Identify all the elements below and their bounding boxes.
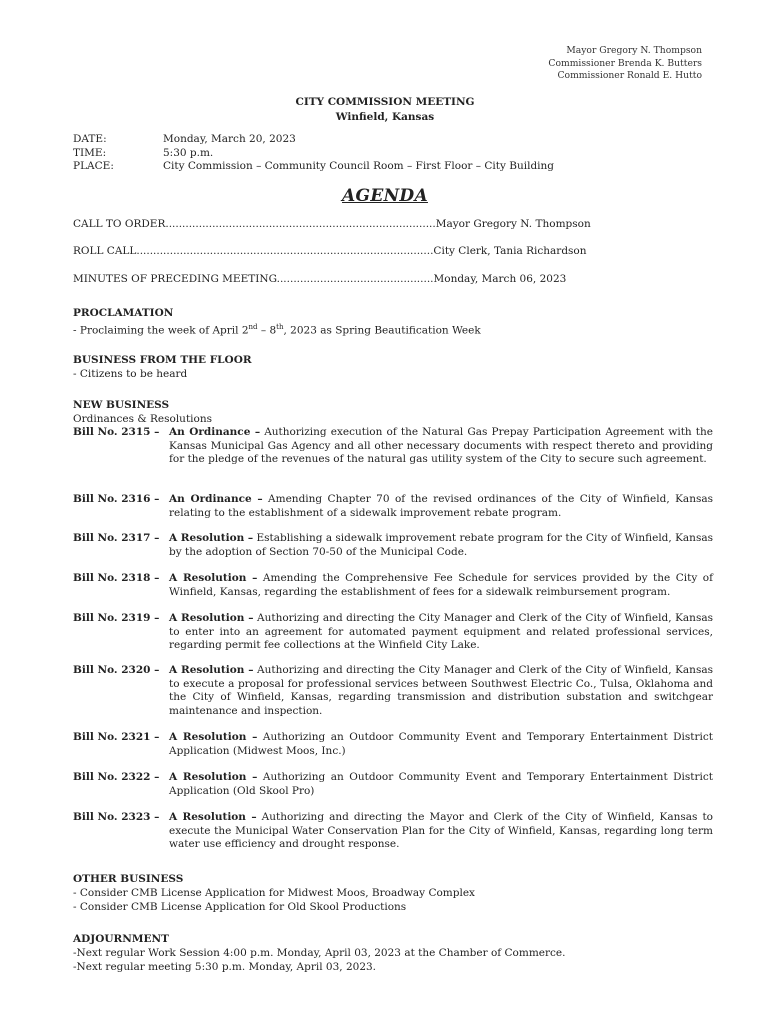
bill-2317	[73, 532, 713, 559]
official-mayor: Mayor Gregory N. Thompson	[566, 45, 702, 56]
other-business-heading: OTHER BUSINESS	[73, 873, 184, 885]
bill-description: A Resolution – Authorizing and directing the City Manager and Clerk of the City of Winfield, Kansas to execute a proposal for professional services between Southwest Electric Co., Tulsa, Oklahoma and the City of Winfield, Kansas, regarding transmission and distribution substation and switchgear maintenance and inspection.	[169, 664, 713, 717]
bill-2318	[73, 572, 713, 599]
bill-number: Bill No. 2317 –	[73, 532, 160, 544]
bill-2322	[73, 771, 713, 798]
detail-row-date	[73, 133, 554, 147]
detail-row-place	[73, 160, 554, 174]
new-business-section	[73, 398, 713, 426]
other-business-item: - Consider CMB License Application for Midwest Moos, Broadway Complex	[73, 887, 475, 899]
bill-description: A Resolution – Authorizing an Outdoor Community Event and Temporary Entertainment District Application (Old Skool Pro)	[169, 771, 713, 797]
bill-description: A Resolution – Authorizing and directing the City Manager and Clerk of the City of Winfield, Kansas to enter into an agreement for automated payment equipment and related professional services, regarding permit fee collections at the Winfield City Lake.	[169, 612, 713, 652]
bill-number: Bill No. 2315 –	[73, 426, 160, 438]
bill-description: A Resolution – Amending the Comprehensive Fee Schedule for services provided by the City of Winfield, Kansas, regarding the establishment of fees for a sidewalk reimbursement program.	[169, 572, 713, 598]
bill-2315	[73, 426, 713, 467]
adjournment-section	[73, 932, 713, 974]
meeting-location: Winfield, Kansas	[335, 111, 435, 123]
bill-number: Bill No. 2318 –	[73, 572, 160, 584]
meeting-title: CITY COMMISSION MEETING	[295, 96, 475, 108]
detail-label: TIME:	[73, 146, 107, 159]
detail-label: DATE:	[73, 133, 107, 145]
detail-label: PLACE:	[73, 160, 114, 172]
floor-section	[73, 353, 713, 381]
other-business-section	[73, 872, 713, 914]
new-business-subheading: Ordinances & Resolutions	[73, 413, 212, 425]
meeting-header	[0, 95, 770, 125]
proclamation-text: - Proclaiming the week of April 2nd – 8th, 2023 as Spring Beautification Week	[73, 323, 481, 337]
bill-number: Bill No. 2316 –	[73, 493, 160, 505]
leader-dots: .........................................................................................	[136, 245, 434, 257]
bill-number: Bill No. 2319 –	[73, 612, 160, 624]
leader-row-call-to-order	[73, 218, 603, 230]
floor-text: - Citizens to be heard	[73, 368, 188, 380]
adjournment-item: -Next regular Work Session 4:00 p.m. Monday, April 03, 2023 at the Chamber of Commerce.	[73, 947, 566, 959]
leader-row-minutes	[73, 273, 603, 285]
leader-item: ROLL CALL	[73, 245, 137, 257]
floor-heading: BUSINESS FROM THE FLOOR	[73, 354, 252, 366]
bill-2320	[73, 664, 713, 718]
officials-list	[548, 45, 702, 83]
adjournment-item: -Next regular meeting 5:30 p.m. Monday, April 03, 2023.	[73, 961, 377, 973]
detail-row-time	[73, 147, 554, 161]
official-commissioner-2: Commissioner Ronald E. Hutto	[557, 70, 702, 81]
leader-value: City Clerk, Tania Richardson	[433, 245, 587, 257]
new-business-heading: NEW BUSINESS	[73, 399, 170, 411]
meeting-details	[73, 133, 554, 174]
bill-2321	[73, 731, 713, 758]
bill-description: A Resolution – Establishing a sidewalk improvement rebate program for the City of Winfield, Kansas by the adoption of Section 70-50 of the Municipal Code.	[169, 532, 713, 558]
bill-number: Bill No. 2321 –	[73, 731, 160, 743]
leader-value: Monday, March 06, 2023	[433, 273, 567, 285]
proclamation-heading: PROCLAMATION	[73, 307, 174, 319]
proclamation-section	[73, 306, 713, 338]
bill-description: A Resolution – Authorizing and directing the Mayor and Clerk of the City of Winfield, Kansas to execute the Municipal Water Conservation Plan for the City of Winfield, Kansas, regarding long term water use efficiency and drought response.	[169, 811, 713, 851]
bill-description: An Ordinance – Amending Chapter 70 of the revised ordinances of the City of Winfield, Kansas relating to the establishment of a sidewalk improvement rebate program.	[169, 493, 713, 519]
bill-number: Bill No. 2323 –	[73, 811, 160, 823]
bill-2319	[73, 612, 713, 653]
other-business-item: - Consider CMB License Application for Old Skool Productions	[73, 901, 407, 913]
bill-2316	[73, 493, 713, 520]
leader-item: MINUTES OF PRECEDING MEETING	[73, 273, 277, 285]
adjournment-heading: ADJOURNMENT	[73, 933, 169, 945]
bill-description: A Resolution – Authorizing an Outdoor Community Event and Temporary Entertainment District Application (Midwest Moos, Inc.)	[169, 731, 713, 757]
leader-row-roll-call	[73, 245, 603, 257]
bill-number: Bill No. 2322 –	[73, 771, 160, 783]
detail-value: 5:30 p.m.	[163, 146, 214, 159]
leader-value: Mayor Gregory N. Thompson	[435, 218, 591, 230]
bill-number: Bill No. 2320 –	[73, 664, 160, 676]
agenda-title: AGENDA	[342, 186, 428, 206]
bill-description: An Ordinance – Authorizing execution of the Natural Gas Prepay Participation Agreement with the Kansas Municipal Gas Agency and all other necessary documents with respect thereto and providing for the pledge of the revenues of the natural gas utility system of the City to secure such agreement.	[169, 426, 713, 466]
detail-value: City Commission – Community Council Room – First Floor – City Building	[163, 160, 555, 172]
detail-value: Monday, March 20, 2023	[163, 133, 296, 145]
leader-dots: ...............................................	[276, 273, 434, 285]
bill-2323	[73, 811, 713, 852]
leader-dots: .................................................................................	[165, 218, 436, 230]
official-commissioner-1: Commissioner Brenda K. Butters	[548, 57, 702, 69]
leader-item: CALL TO ORDER	[73, 218, 166, 230]
